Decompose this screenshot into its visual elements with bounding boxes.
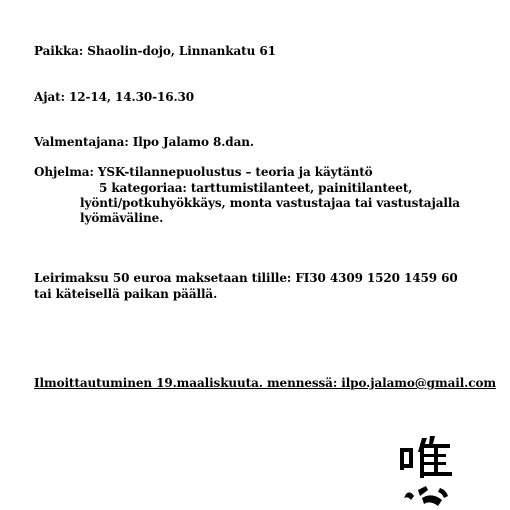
location-text: Paikka: Shaolin-dojo, Linnankatu 61 [34, 44, 276, 58]
times-text: Ajat: 12-14, 14.30-16.30 [34, 90, 195, 104]
fee-line-2: tai käteisellä paikan päällä. [34, 287, 218, 301]
program-line-3: lyönti/potkuhyökkäys, monta vastustajaa tai vastustajalla [80, 196, 460, 210]
fee-line-1: Leirimaksu 50 euroa maksetaan tilille: FI30 4309 1520 1459 60 [34, 271, 458, 285]
program-line-2: 5 kategoriaa: tarttumistilanteet, painitilanteet, [99, 181, 413, 195]
program-line-1: Ohjelma: YSK-tilannepuolustus – teoria ja käytäntö [34, 165, 373, 179]
coach-text: Valmentajana: Ilpo Jalamo 8.dan. [34, 135, 254, 149]
kanji-calligraphy-icon [392, 430, 462, 510]
program-line-4: lyömäväline. [80, 211, 164, 225]
registration-text: Ilmoittautuminen 19.maaliskuuta. mennessä: ilpo.jalamo@gmail.com [34, 376, 496, 390]
